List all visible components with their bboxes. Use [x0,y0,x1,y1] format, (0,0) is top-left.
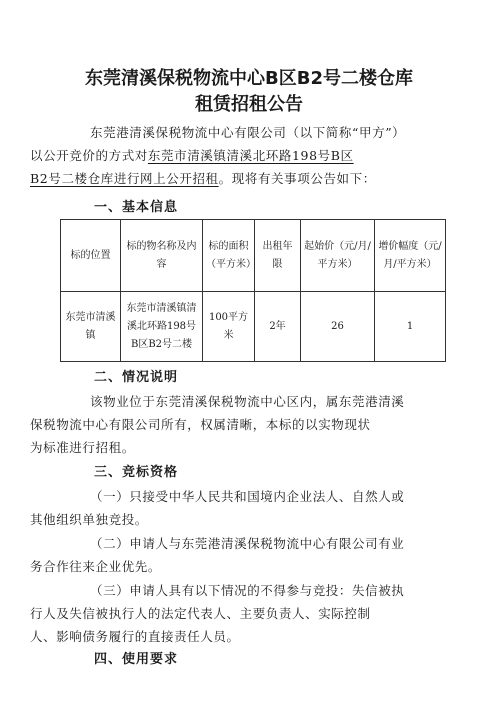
section-1-heading: 一、基本信息 [94,200,179,215]
section-2-heading: 二、情况说明 [94,370,179,385]
table-header-row [61,220,446,292]
section-3-item-2: （二）申请人与东莞港清溪保税物流中心有限公司有业 务合作往来企业优先。 [30,536,405,574]
header-increment: 增价幅度（元/月/平方米） [375,220,446,292]
table-row [61,292,446,362]
intro-paragraph [30,121,446,190]
section-4-heading: 四、使用要求 [94,652,179,667]
header-start-price: 起始价（元/月/平方米） [301,220,375,292]
cell-location: 东莞市清溪镇 [61,292,121,362]
cell-name: 东莞市清溪镇清溪北环路198号B区B2号二楼 [121,292,203,362]
document-title [30,66,468,118]
intro-line-3-post: 。现将有关事项公告如下： [218,171,376,186]
cell-start-price: 26 [301,292,375,362]
header-term: 出租年限 [255,220,301,292]
intro-line-2-underlined: 东莞市清溪镇清溪北环路198号B区 [147,148,354,163]
section-3-item-3: （三）申请人具有以下情况的不得参与竞投：失信被执 行人及失信被执行人的法定代表人、主要负责人、实际控制 人、影响债务履行的直接责任人员。 [30,583,405,644]
title-line-1: 东莞清溪保税物流中心B区B2号二楼仓库 [85,68,413,89]
cell-area: 100平方米 [203,292,255,362]
basic-info-table [60,219,446,362]
cell-increment: 1 [375,292,446,362]
section-2-line-3: 为标准进行招租。 [30,440,135,455]
intro-line-3-underlined: B2号二楼仓库进行网上公开招租 [30,171,219,186]
header-area: 标的面积（平方米） [203,220,255,292]
section-2-paragraph [30,390,446,459]
section-2-line-1: 该物业位于东莞清溪保税物流中心区内，属东莞港清溪 [90,394,405,409]
header-name: 标的物名称及内容 [121,220,203,292]
section-3-item-1: （一）只接受中华人民共和国境内企业法人、自然人或 其他组织单独竞投。 [30,489,405,527]
header-location: 标的位置 [61,220,121,292]
section-3-heading: 三、竞标资格 [94,465,179,480]
intro-line-2-pre: 以公开竞价的方式对 [30,148,148,163]
section-2-line-2: 保税物流中心有限公司所有，权属清晰，本标的以实物现状 [30,417,371,432]
intro-line-1: 东莞港清溪保税物流中心有限公司（以下简称“甲方”） [90,125,406,140]
cell-term: 2年 [255,292,301,362]
title-line-2: 租赁招租公告 [195,94,303,115]
